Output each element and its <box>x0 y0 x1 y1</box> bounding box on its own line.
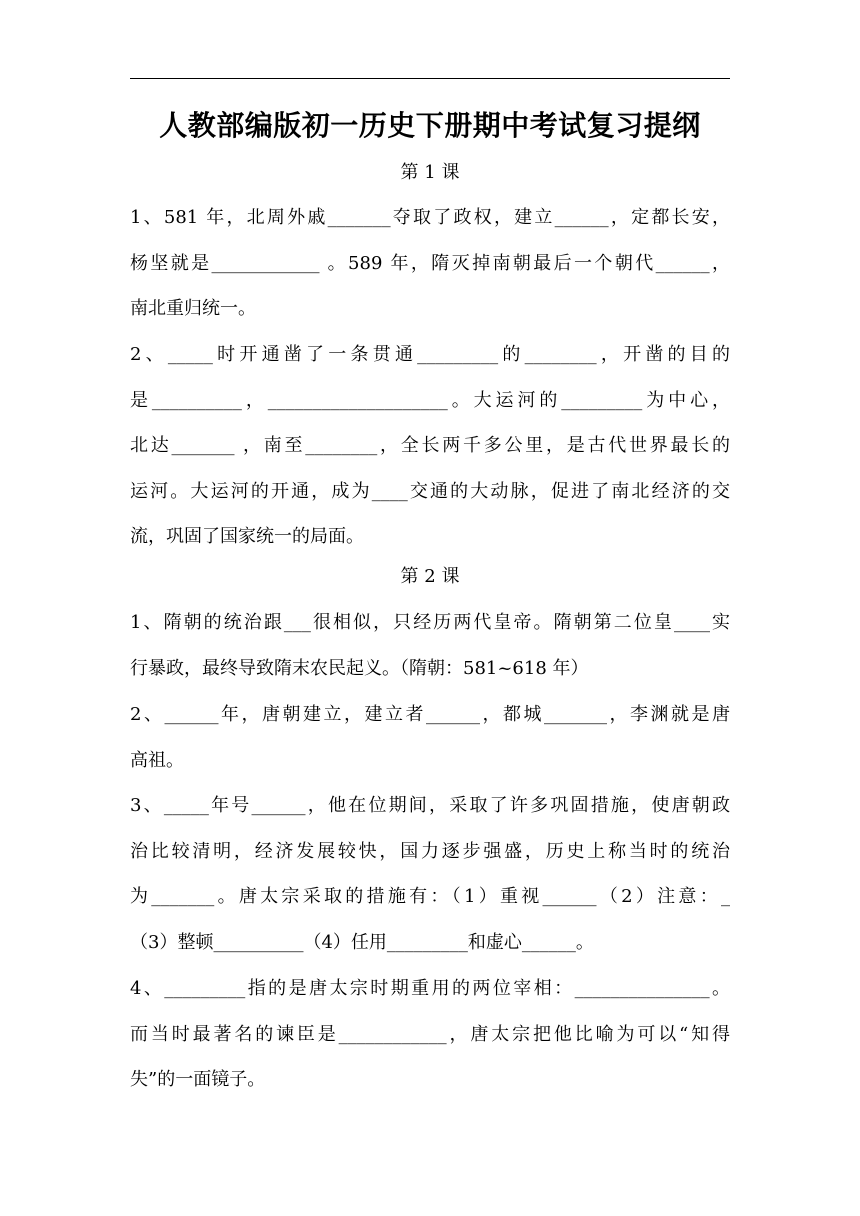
text-line: 北达_______ ，南至________，全长两千多公里，是古代世界最长的 <box>130 435 730 457</box>
text-line: 南北重归统一。 <box>130 298 256 320</box>
text-line: 治比较清明，经济发展较快，国力逐步强盛，历史上称当时的统治 <box>130 840 730 862</box>
text-line: 2、_____时开通凿了一条贯通_________的________，开凿的目的 <box>130 344 730 365</box>
text-line: （3）整顿__________（4）任用_________和虚心______。 <box>130 931 594 953</box>
question-paragraph <box>130 692 730 783</box>
text-line: 3、_____年号______，他在位期间，采取了许多巩固措施，使唐朝政 <box>130 795 730 816</box>
text-line: 是__________，____________________。大运河的_________为中心， <box>130 389 730 411</box>
question-paragraph <box>130 966 730 1103</box>
text-line: 为_______。唐太宗采取的措施有：（1）重视______（2）注意：_ <box>130 886 730 908</box>
text-line: 高祖。 <box>130 749 184 771</box>
section-heading-lesson-2: 第 2 课 <box>400 566 460 587</box>
text-line: 而当时最著名的谏臣是____________，唐太宗把他比喻为可以“知得 <box>130 1023 730 1045</box>
text-line: 4、_________指的是唐太宗时期重用的两位宰相：_______________。 <box>130 978 730 999</box>
text-line: 杨坚就是____________ 。589 年，隋灭掉南朝最后一个朝代______， <box>130 252 730 274</box>
text-line: 运河。大运河的开通，成为____交通的大动脉，促进了南北经济的交 <box>130 480 730 502</box>
document-title: 人教部编版初一历史下册期中考试复习提纲 <box>159 109 701 142</box>
text-line: 2、______年，唐朝建立，建立者______，都城_______，李渊就是唐 <box>130 704 730 725</box>
text-line: 1、581 年，北周外戚_______夺取了政权，建立______，定都长安， <box>130 207 730 228</box>
text-line: 失”的一面镜子。 <box>130 1069 266 1091</box>
question-paragraph <box>130 332 730 560</box>
text-line: 1、隋朝的统治跟___很相似，只经历两代皇帝。隋朝第二位皇____实 <box>130 612 730 633</box>
header-rule <box>130 78 730 79</box>
question-paragraph <box>130 783 730 965</box>
question-paragraph <box>130 195 730 332</box>
question-paragraph <box>130 600 730 691</box>
text-line: 流，巩固了国家统一的局面。 <box>130 526 364 548</box>
text-line: 行暴政，最终导致隋末农民起义。（隋朝：581~618 年） <box>130 657 589 679</box>
section-heading-lesson-1: 第 1 课 <box>400 162 460 183</box>
